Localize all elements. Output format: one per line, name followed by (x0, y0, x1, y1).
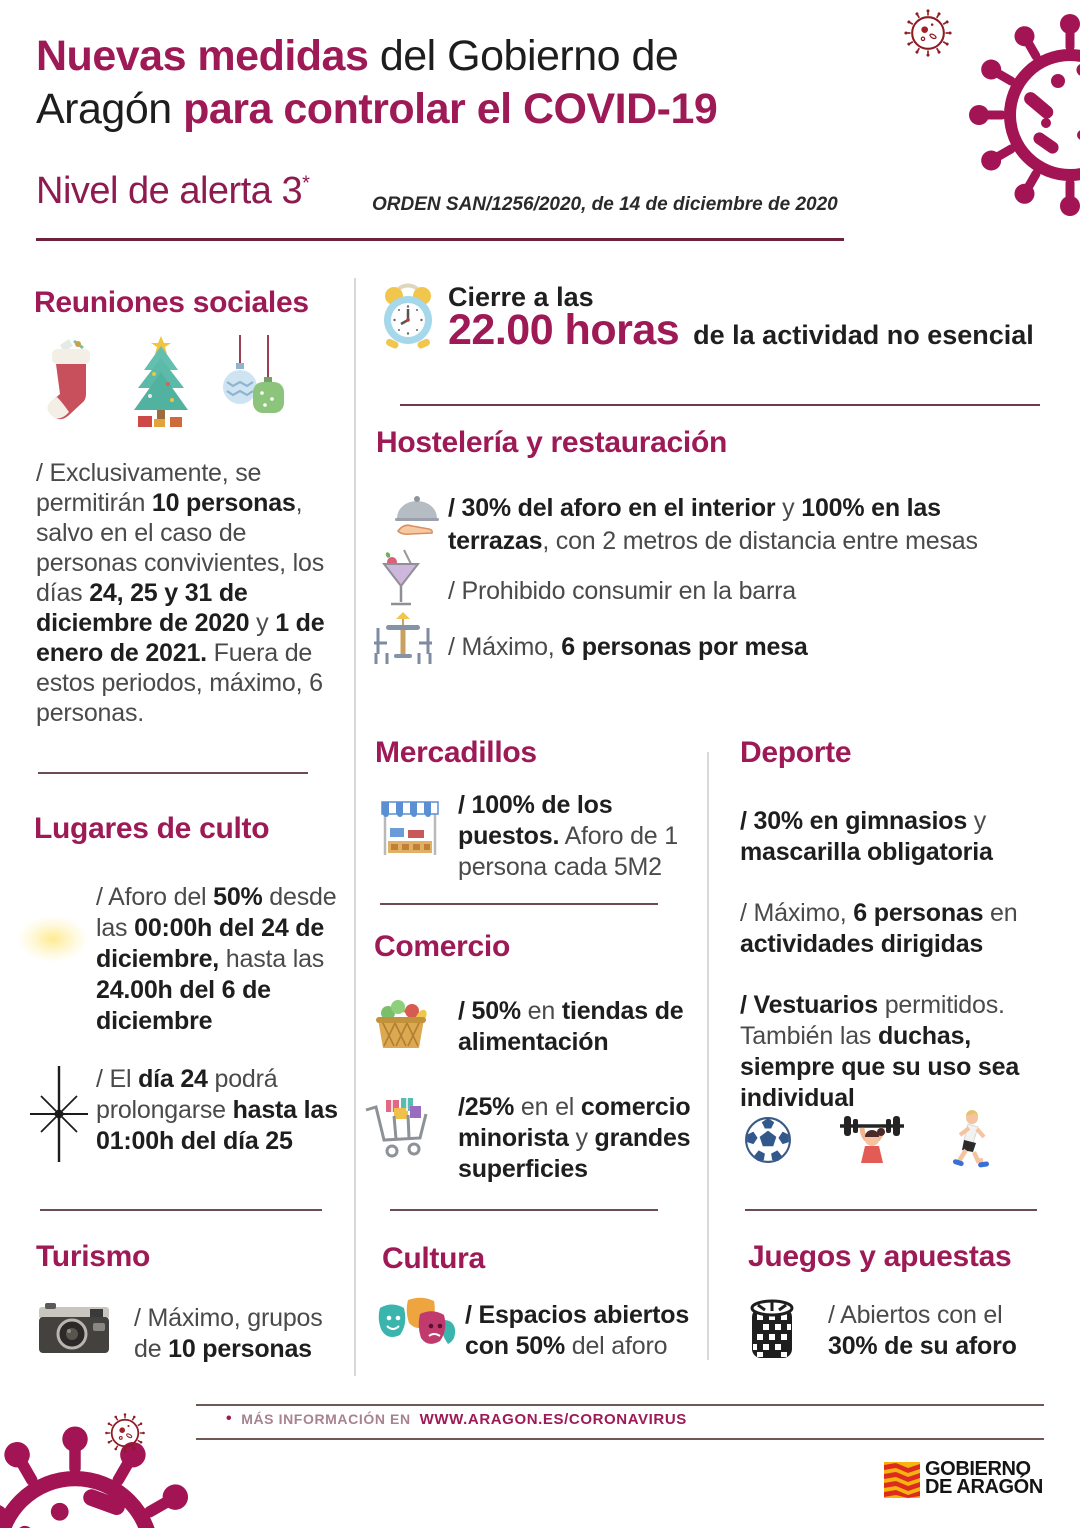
alarm-clock-icon (378, 280, 438, 358)
section-title-mercadillos: Mercadillos (375, 736, 537, 769)
logo-line2: DE ARAGÓN (925, 1476, 1043, 1498)
footer-line-bottom (196, 1438, 1044, 1440)
ornaments-icon (220, 335, 286, 427)
christmas-stocking-icon (44, 337, 98, 429)
camera-icon (36, 1300, 112, 1356)
header-rule (36, 238, 844, 241)
section-title-juegos: Juegos y apuestas (748, 1240, 1012, 1273)
closure-time: 22.00 horas (448, 306, 680, 354)
poker-chips-icon (748, 1298, 796, 1364)
cocktail-icon (380, 548, 422, 610)
small-virus-icon (903, 8, 953, 58)
cultura-item-1: / Espacios abiertos con 50% del aforo (465, 1301, 690, 1360)
serving-dish-icon (394, 490, 440, 536)
alert-asterisk: * (302, 172, 310, 195)
closure-scope: de la actividad no esencial (693, 320, 1034, 350)
footer-bullet: • (226, 1410, 233, 1427)
footer-info (226, 1410, 687, 1428)
closure-heading: Cierre a las (448, 282, 594, 312)
section-title-turismo: Turismo (36, 1240, 151, 1273)
mercadillos-item-1: / 100% de los puestos. Aforo de 1 persona cada 5M2 (458, 791, 678, 881)
column-divider-left (354, 278, 356, 1376)
reuniones-paragraph: / Exclusivamente, se permitirán 10 personas, salvo en el caso de personas convivientes, los días 24, 25 y 31 de diciembre de 2020 y 1 de enero de 2021. Fuera de estos periodos, máximo, 6 personas. (36, 459, 325, 727)
table-chairs-icon (372, 612, 434, 666)
closure-detail (448, 306, 1034, 355)
footer-line-top (196, 1404, 1044, 1406)
section-title-deporte: Deporte (740, 736, 852, 769)
section-title-comercio: Comercio (374, 930, 510, 963)
page-title-line2: Aragón para controlar el COVID-19 (36, 85, 718, 133)
theater-masks-icon (378, 1296, 456, 1352)
hosteleria-item-2: / Prohibido consumir en la barra (448, 577, 796, 605)
running-icon (942, 1110, 990, 1174)
logo-line1: GOBIERNO (925, 1458, 1031, 1480)
small-virus-icon (104, 1412, 146, 1454)
government-logo (925, 1460, 1043, 1496)
food-basket-icon (374, 994, 428, 1052)
weightlifting-icon (838, 1112, 906, 1172)
culto-item-2: / El día 24 podrá prolongarse hasta las 01:00h del día 25 (96, 1065, 338, 1155)
market-stall-icon (380, 798, 440, 858)
turismo-item-1: / Máximo, grupos de 10 personas (134, 1304, 323, 1363)
comercio-item-2: /25% en el comercio minorista y grandes superficies (458, 1093, 691, 1183)
hosteleria-item-3: / Máximo, 6 personas por mesa (448, 633, 808, 661)
culto-item-1: / Aforo del 50% desde las 00:00h del 24 de diciembre, hasta las 24.00h del 6 de diciembre (96, 883, 337, 1035)
divider-culto (38, 772, 308, 774)
divider-cultura (390, 1209, 658, 1211)
footer-info-label: MÁS INFORMACIÓN EN (241, 1411, 411, 1427)
section-title-hosteleria: Hostelería y restauración (376, 426, 727, 459)
bethlehem-star-icon (30, 1066, 88, 1162)
candle-glow-icon (18, 916, 88, 962)
divider-comercio (380, 903, 658, 905)
section-title-cultura: Cultura (382, 1242, 485, 1275)
divider-turismo (40, 1209, 322, 1211)
section-title-reuniones: Reuniones sociales (34, 286, 309, 319)
alert-level: Nivel de alerta 3* (36, 170, 310, 212)
aragon-flag-icon (884, 1462, 920, 1498)
deporte-item-2: / Máximo, 6 personas en actividades dirigidas (740, 899, 1018, 958)
christmas-tree-icon (126, 334, 196, 429)
closure-divider (400, 404, 1040, 406)
comercio-item-1: / 50% en tiendas de alimentación (458, 997, 684, 1056)
page-title (36, 30, 717, 136)
juegos-item-1: / Abiertos con el 30% de su aforo (828, 1301, 1017, 1360)
divider-juegos (745, 1209, 1037, 1211)
order-reference: ORDEN SAN/1256/2020, de 14 de diciembre de 2020 (372, 194, 838, 215)
section-title-culto: Lugares de culto (34, 812, 270, 845)
football-icon (744, 1116, 792, 1164)
page-title-line1: Nuevas medidas del Gobierno de (36, 32, 679, 80)
big-virus-icon (960, 5, 1080, 225)
deporte-item-1: / 30% en gimnasios y mascarilla obligatoria (740, 807, 993, 866)
hosteleria-item-1: / 30% del aforo en el interior y 100% en las terrazas, con 2 metros de distancia entre mesas (448, 494, 978, 555)
footer-info-url[interactable]: WWW.ARAGON.ES/CORONAVIRUS (419, 1410, 687, 1428)
shopping-cart-icon (364, 1094, 434, 1160)
deporte-item-3: / Vestuarios permitidos. También las duchas, siempre que su uso sea individual (740, 991, 1020, 1112)
